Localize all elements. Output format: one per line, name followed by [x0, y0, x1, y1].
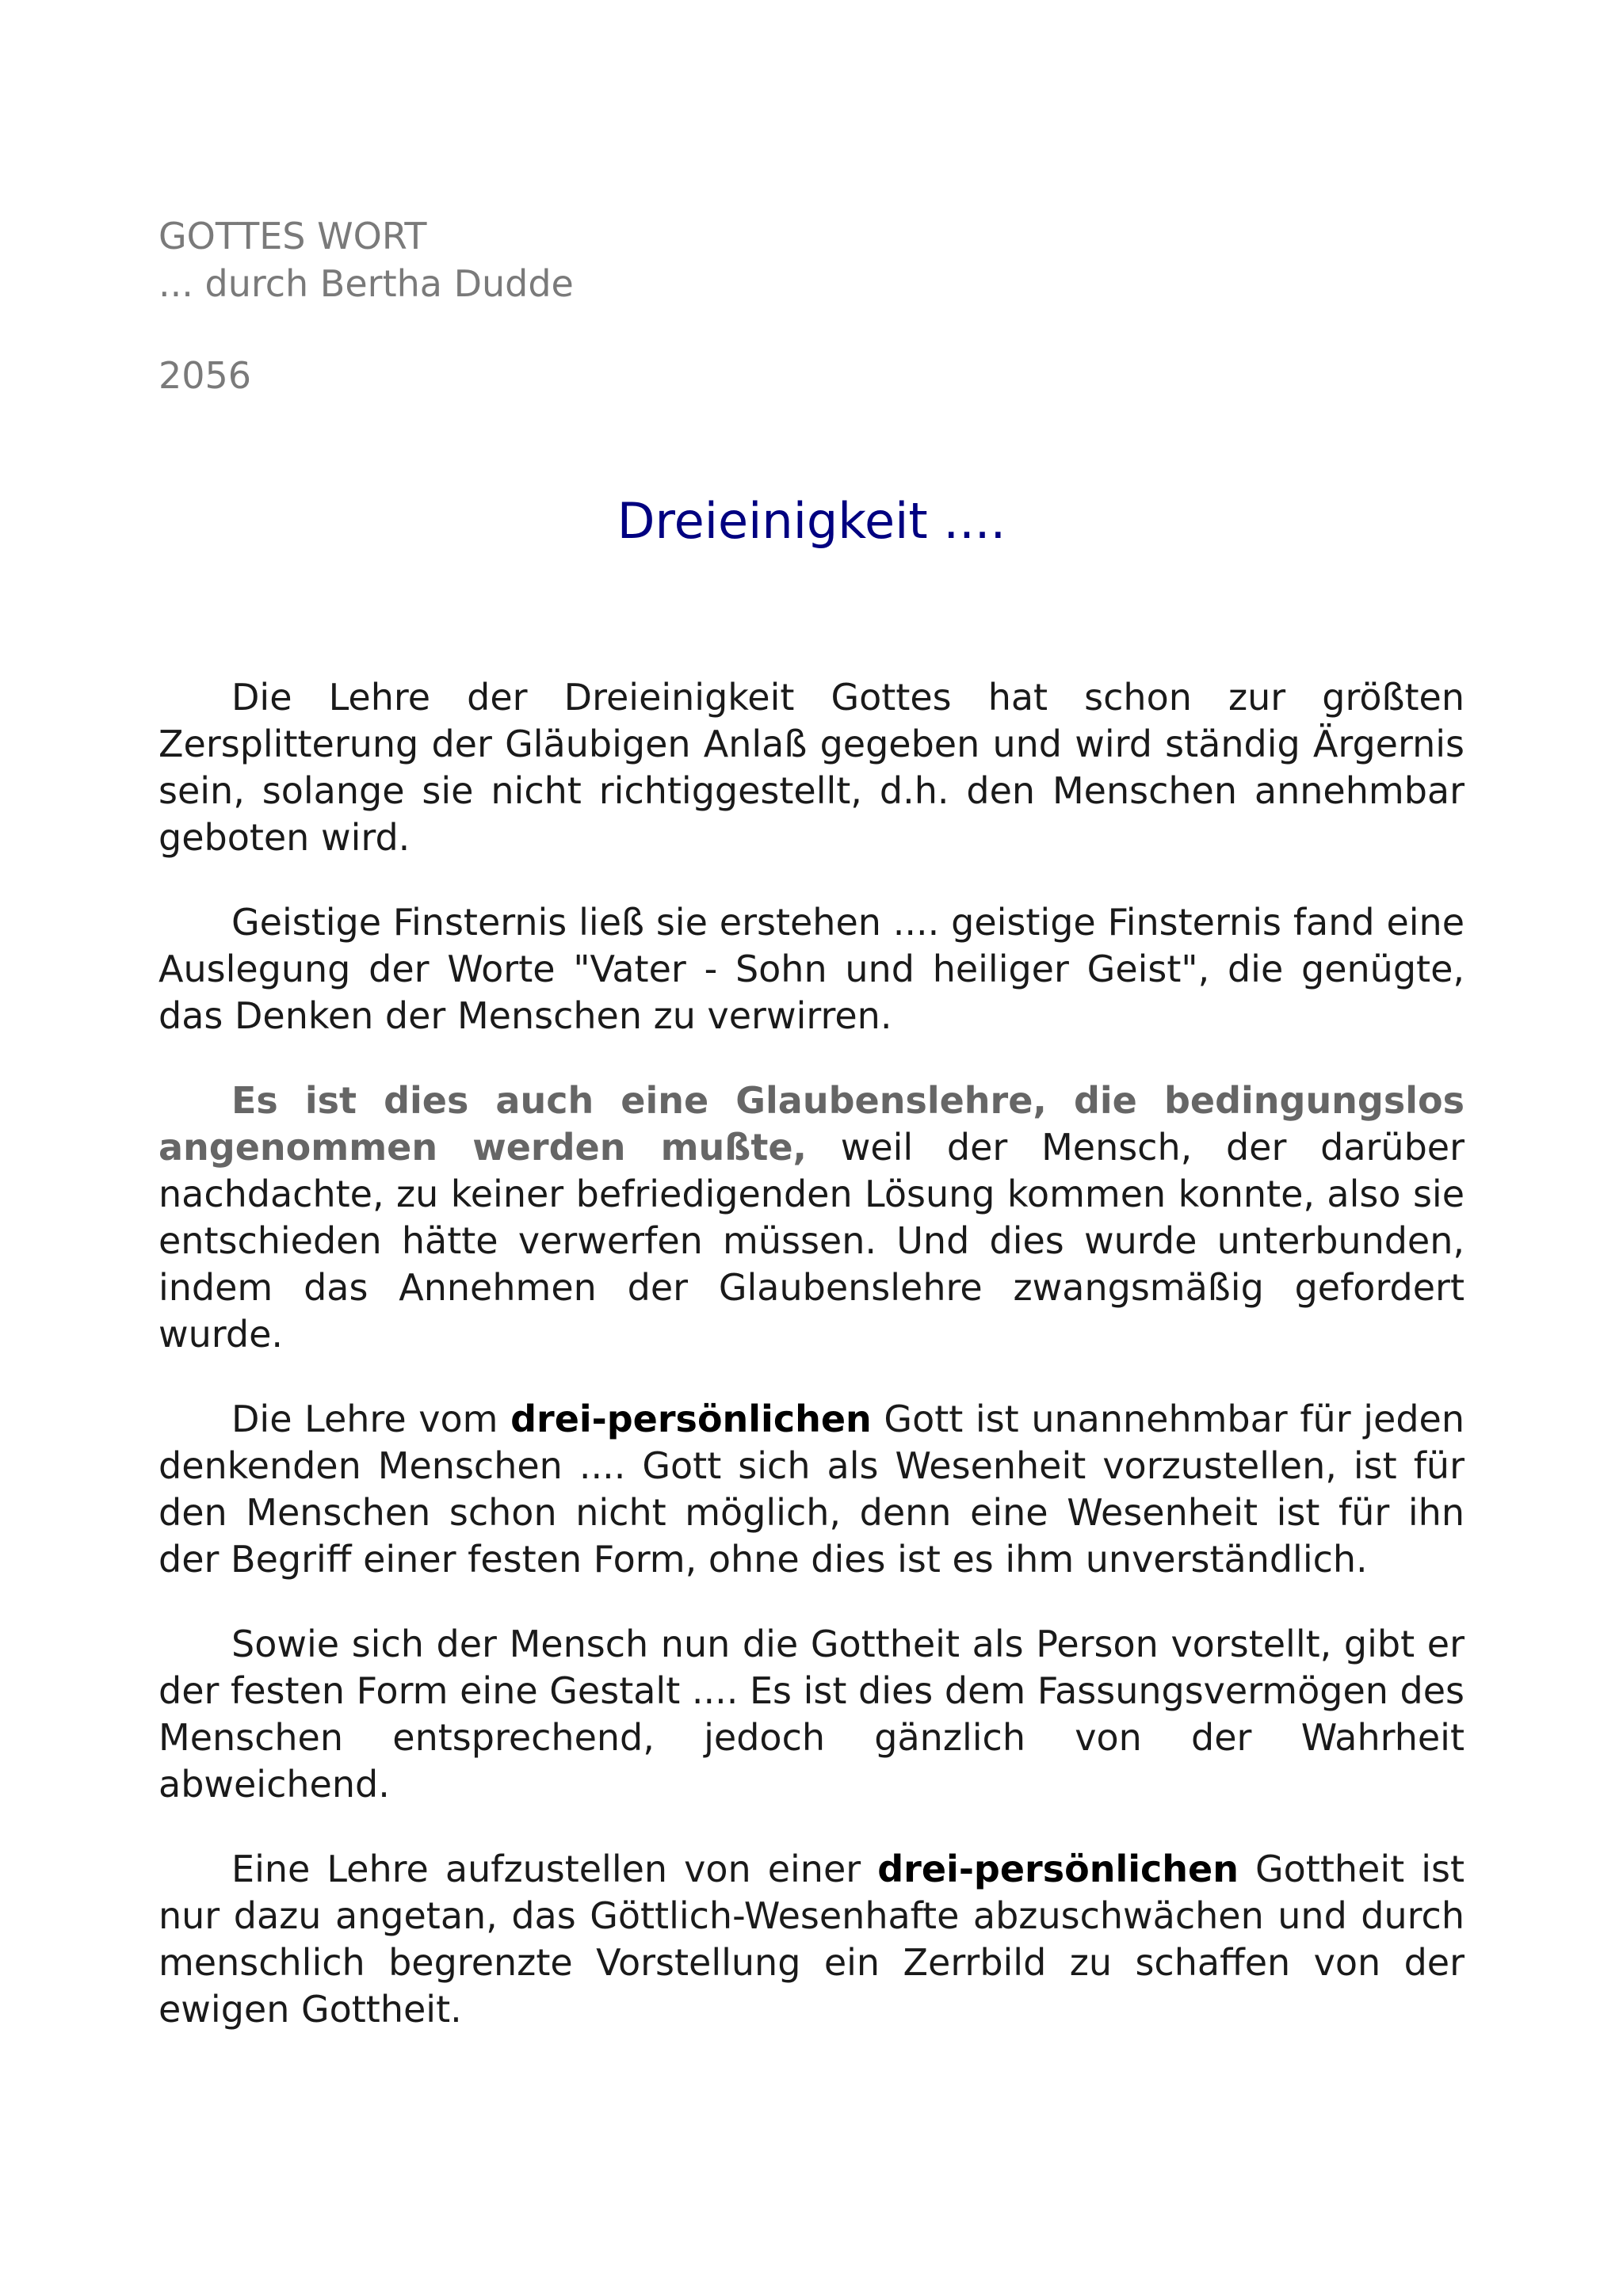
paragraph-1-text: Die Lehre der Dreieinigkeit Gottes hat schon zur größten Zersplitterung der Gläubigen Anlaß gegeben und wird ständig Ärgernis sein, solange sie nicht richtiggestellt, d.h. den Menschen annehmbar geboten wird. — [158, 676, 1465, 859]
paragraph-2 — [158, 899, 1465, 1039]
paragraph-4 — [158, 1396, 1465, 1583]
paragraph-6 — [158, 1846, 1465, 2033]
paragraph-3-emphasis: Es ist dies auch eine Glaubenslehre, die bedingungslos angenommen werden mußte, — [158, 1079, 1465, 1169]
paragraph-3-text: weil der Mensch, der darüber nachdachte, zu keiner befriedigenden Lösung kommen konnte, also sie entschieden hätte verwerfen müssen. Und dies wurde unterbunden, indem das Annehmen der Glaubenslehre zwangsmäßig gefordert wurde. — [158, 1126, 1465, 1356]
header-author: ... durch Bertha Dudde — [158, 262, 574, 305]
paragraph-5 — [158, 1621, 1465, 1808]
document-body — [158, 674, 1465, 2071]
page-title: Dreieinigkeit .... — [617, 492, 1006, 550]
document-header — [158, 212, 574, 399]
header-source: GOTTES WORT — [158, 215, 427, 257]
paragraph-4-text: Gott ist unannehmbar für jeden denkenden Menschen .... Gott sich als Wesenheit vorzustellen, ist für den Menschen schon nicht möglich, denn eine Wesenheit ist für ihn der Begriff einer festen Form, ohne dies ist es ihm unverständlich. — [158, 1398, 1465, 1581]
paragraph-2-text: Geistige Finsternis ließ sie erstehen .... geistige Finsternis fand eine Auslegung der Worte "Vater - Sohn und heiliger Geist", die genügte, das Denken der Menschen zu verwirren. — [158, 901, 1465, 1037]
header-number: 2056 — [158, 354, 252, 397]
paragraph-6-bold-term: drei-persönlichen — [877, 1848, 1239, 1890]
paragraph-3 — [158, 1077, 1465, 1358]
paragraph-6-lead: Eine Lehre aufzustellen von einer — [231, 1848, 878, 1890]
paragraph-6-text: Gottheit ist nur dazu angetan, das Göttlich-Wesenhafte abzuschwächen und durch menschlich begrenzte Vorstellung ein Zerrbild zu schaffen von der ewigen Gottheit. — [158, 1848, 1465, 2031]
paragraph-1 — [158, 674, 1465, 861]
paragraph-5-text: Sowie sich der Mensch nun die Gottheit als Person vorstellt, gibt er der festen Form eine Gestalt .... Es ist dies dem Fassungsvermögen des Menschen entsprechend, jedoch gänzlich von der Wahrheit abweichend. — [158, 1623, 1465, 1806]
paragraph-4-lead: Die Lehre vom — [231, 1398, 511, 1440]
paragraph-4-bold-term: drei-persönlichen — [510, 1398, 872, 1440]
